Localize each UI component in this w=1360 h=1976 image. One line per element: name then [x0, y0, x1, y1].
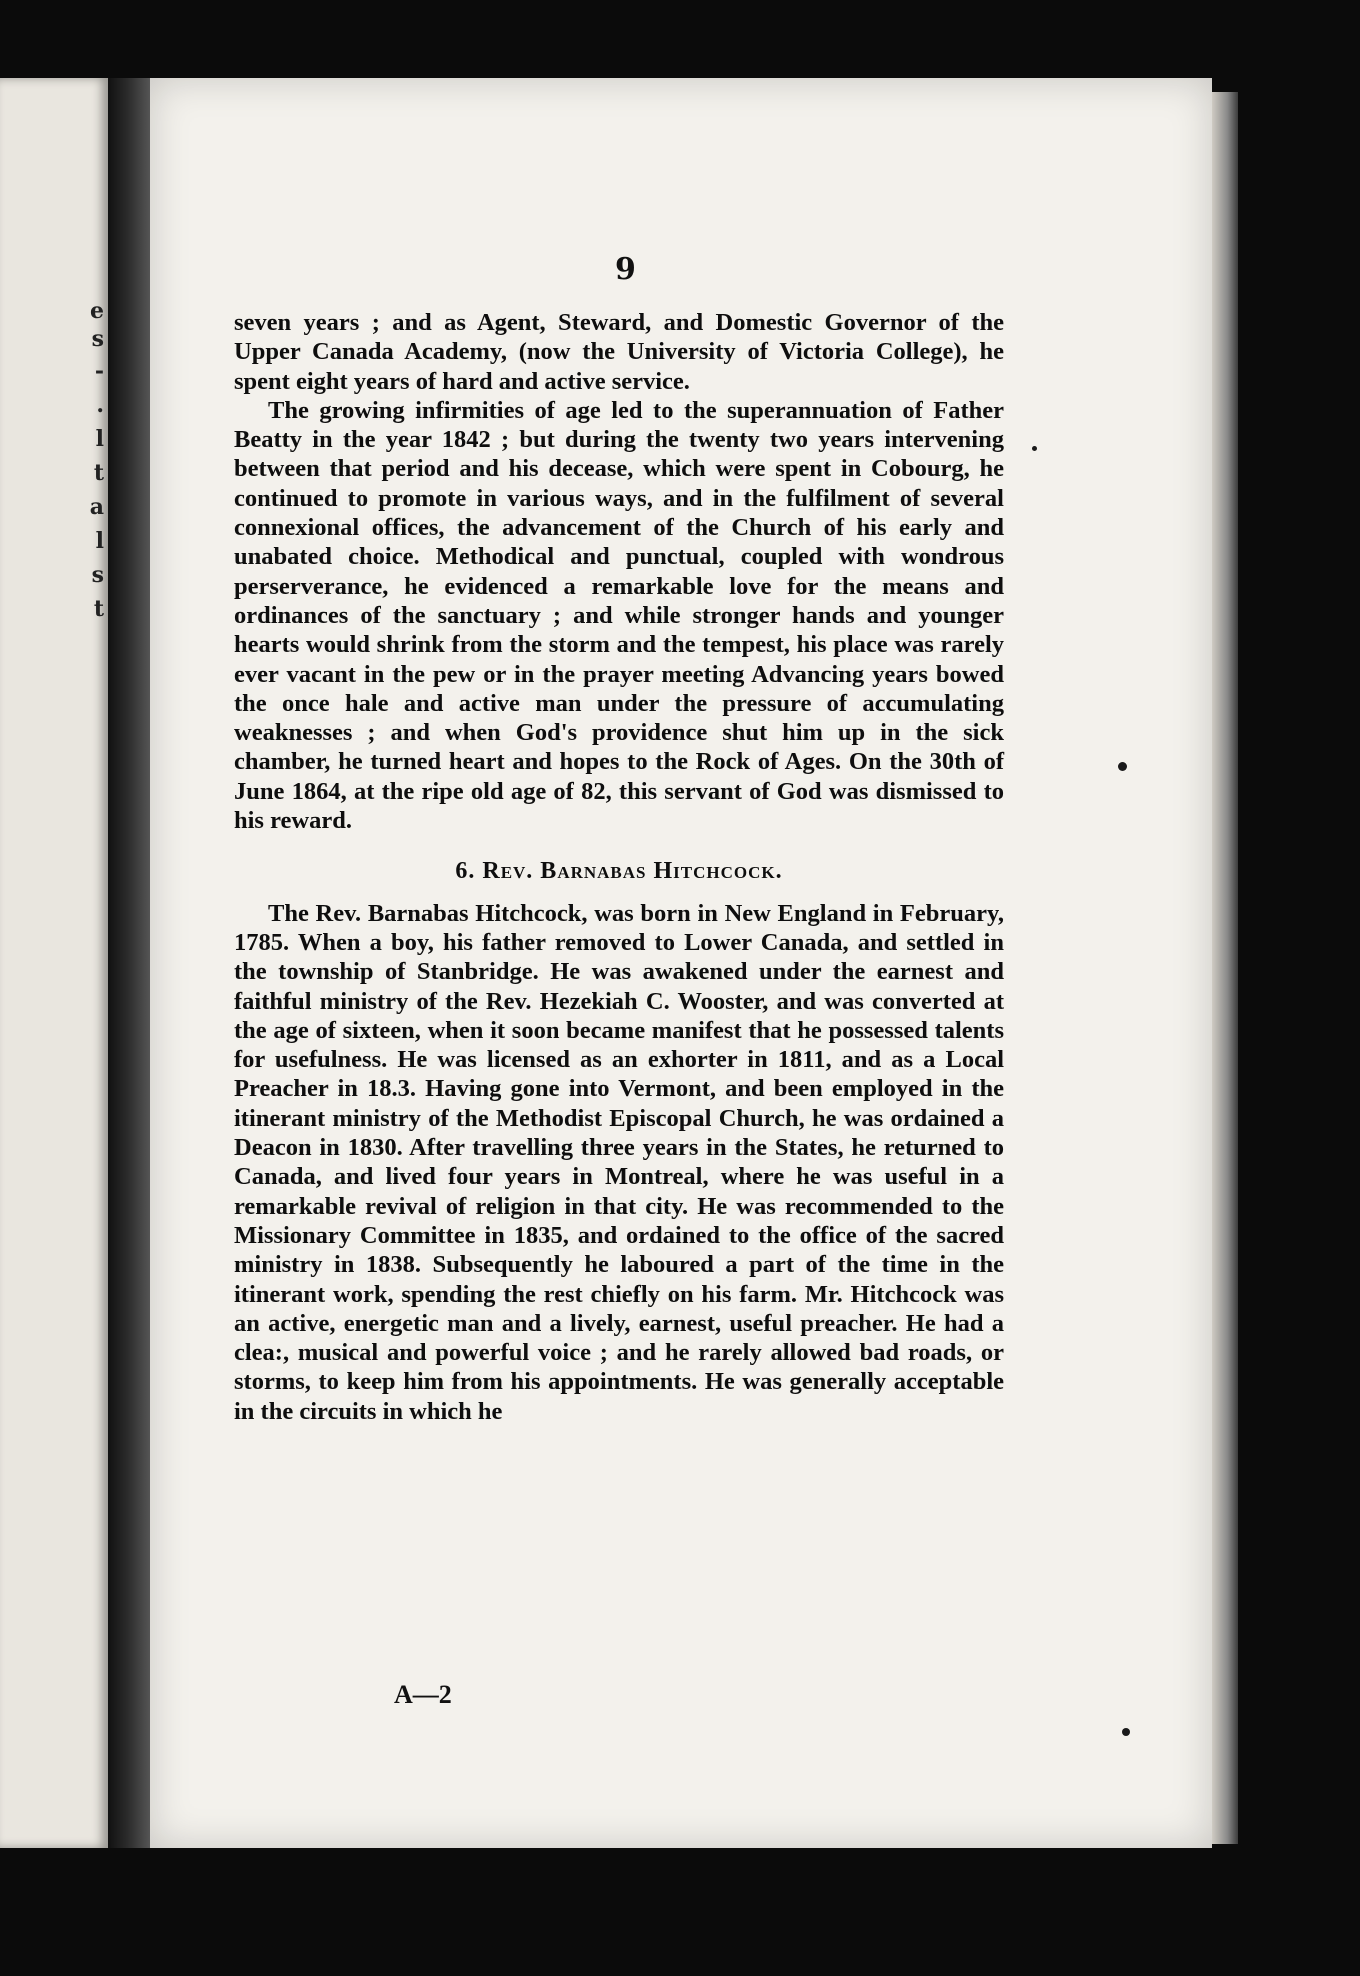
- page-number: 9: [615, 252, 636, 287]
- left-page-letter: a: [89, 494, 104, 520]
- left-page-letter: t: [93, 460, 104, 486]
- book-gutter: [108, 78, 150, 1848]
- left-page-letter: -: [94, 358, 104, 384]
- paragraph-continuation: seven years ; and as Agent, Steward, and Domestic Governor of the Upper Canada Academy, (now the University of Victoria College), he spent eight years of hard and active service.: [234, 309, 1004, 395]
- left-page-letter: s: [91, 326, 104, 352]
- print-speck: [1122, 1728, 1130, 1736]
- left-page-fragment: [0, 78, 108, 1848]
- paragraph-beatty: The growing infirmities of age led to the superannuation of Father Beatty in the year 1842 ; but during the twenty two years intervening between that period and his decease, which were spent in Cobourg, he continued to promote in various ways, and in the fulfilment of several connexional offices, the advancement of the Church of his early and unabated choice. Methodical and punctual, coupled with wondrous perserverance, he evidenced a remarkable love for the means and ordinances of the sanctuary ; and while stronger hands and younger hearts would shrink from the storm and the tempest, his place was rarely ever vacant in the pew or in the prayer meeting Advancing years bowed the once hale and active man under the pressure of accumulating weaknesses ; and when God's providence shut him up in the sick chamber, he turned heart and hopes to the Rock of Ages. On the 30th of June 1864, at the ripe old age of 82, this servant of God was dismissed to his reward.: [234, 396, 1004, 835]
- left-page-letter: l: [95, 426, 104, 452]
- left-page-letter: s: [91, 562, 104, 588]
- print-speck: [1032, 446, 1037, 451]
- page-body-text: [234, 308, 1004, 1426]
- left-page-letter: l: [95, 528, 104, 554]
- paragraph-hitchcock: The Rev. Barnabas Hitchcock, was born in New England in February, 1785. When a boy, his father removed to Lower Canada, and settled in the township of Stanbridge. He was awakened under the earnest and faithful ministry of the Rev. Hezekiah C. Wooster, and was converted at the age of sixteen, when it soon became manifest that he possessed talents for usefulness. He was licensed as an exhorter in 1811, and as a Local Preacher in 18.3. Having gone into Vermont, and been employed in the itinerant ministry of the Methodist Episcopal Church, he was ordained a Deacon in 1830. After travelling three years in the States, he returned to Canada, and lived four years in Montreal, where he was useful in a remarkable revival of religion in that city. He was recommended to the Missionary Committee in 1835, and ordained to the office of the sacred ministry in 1838. Subsequently he laboured a part of the time in the itinerant work, spending the rest chiefly on his farm. Mr. Hitchcock was an active, energetic man and a lively, earnest, useful preacher. He had a clea:, musical and powerful voice ; and he rarely allowed bad roads, or storms, to keep him from his appointments. He was generally acceptable in the circuits in which he: [234, 899, 1004, 1425]
- print-speck: [1118, 762, 1127, 771]
- left-page-letter: .: [96, 392, 104, 418]
- signature-mark: A—2: [394, 1680, 452, 1709]
- left-page-letter: e: [90, 298, 104, 324]
- page-edge-shadow: [1212, 92, 1238, 1844]
- section-heading: 6. Rev. Barnabas Hitchcock.: [455, 858, 783, 885]
- left-page-letter: t: [93, 596, 104, 622]
